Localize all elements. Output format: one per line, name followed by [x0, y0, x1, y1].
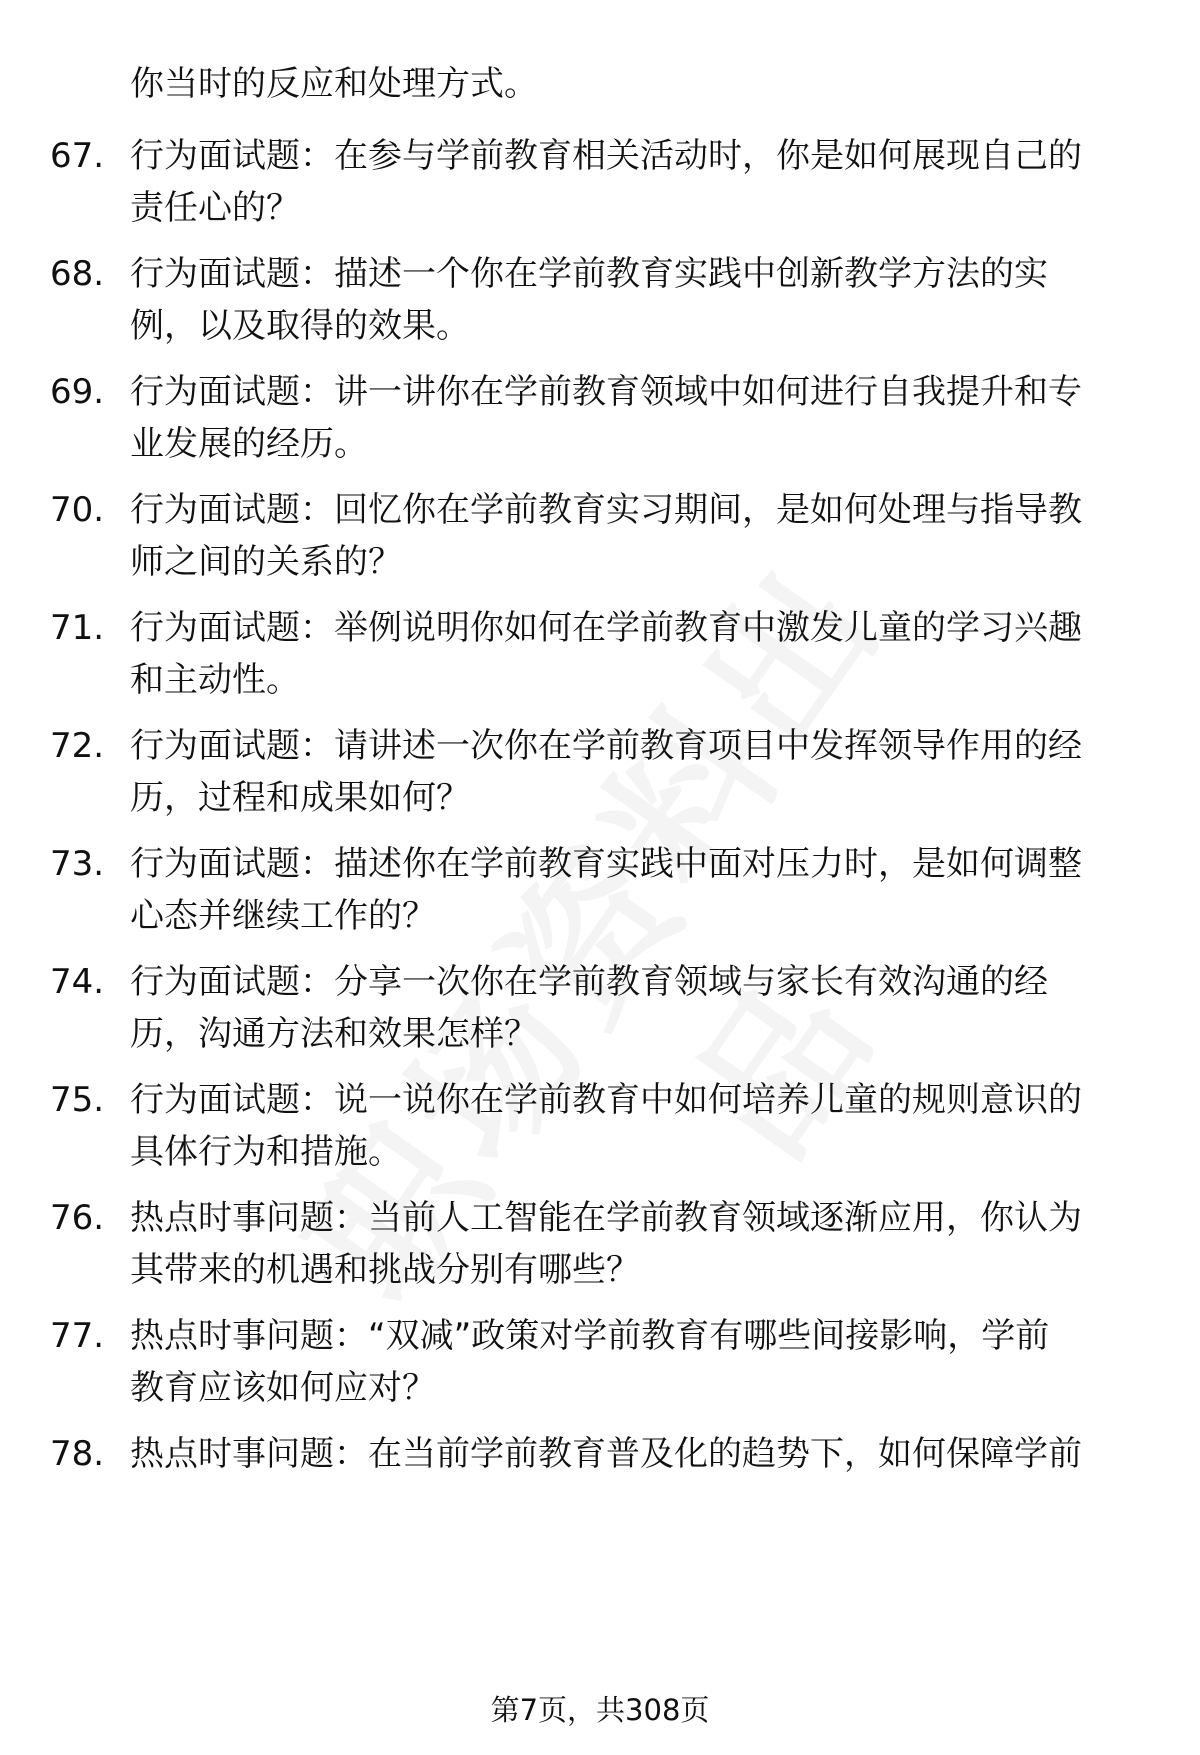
- continuation-text: 你当时的反应和处理方式。: [130, 64, 538, 104]
- item-number: 72.: [50, 726, 105, 766]
- item-number: 70.: [50, 490, 105, 530]
- item-text: 行为面试题：描述你在学前教育实践中面对压力时，是如何调整 心态并继续工作的？: [130, 844, 1082, 936]
- page-footer: 第7页，共308页: [490, 1693, 710, 1727]
- item-number: 75.: [50, 1080, 105, 1120]
- item-number: 69.: [50, 372, 105, 412]
- item-text: 行为面试题：分享一次你在学前教育领域与家长有效沟通的经 历，沟通方法和效果怎样？: [130, 962, 1048, 1054]
- item-text: 行为面试题：举例说明你如何在学前教育中激发儿童的学习兴趣 和主动性。: [130, 608, 1082, 700]
- item-text: 行为面试题：在参与学前教育相关活动时，你是如何展现自己的 责任心的？: [130, 136, 1082, 228]
- item-number: 76.: [50, 1198, 105, 1238]
- item-text: 行为面试题：讲一讲你在学前教育领域中如何进行自我提升和专 业发展的经历。: [130, 372, 1082, 464]
- item-number: 78.: [50, 1434, 105, 1474]
- item-text: 行为面试题：说一说你在学前教育中如何培养儿童的规则意识的 具体行为和措施。: [130, 1080, 1082, 1172]
- item-text: 热点时事问题：在当前学前教育普及化的趋势下，如何保障学前: [130, 1434, 1082, 1474]
- item-number: 73.: [50, 844, 105, 884]
- item-number: 68.: [50, 254, 105, 294]
- item-text: 热点时事问题：当前人工智能在学前教育领域逐渐应用，你认为 其带来的机遇和挑战分别有哪些？: [130, 1198, 1082, 1290]
- item-number: 67.: [50, 136, 105, 176]
- item-text: 行为面试题：请讲述一次你在学前教育项目中发挥领导作用的经 历，过程和成果如何？: [130, 726, 1082, 818]
- item-number: 77.: [50, 1316, 105, 1356]
- item-number: 71.: [50, 608, 105, 648]
- item-text: 热点时事问题：“双减”政策对学前教育有哪些间接影响，学前 教育应该如何应对？: [130, 1316, 1050, 1408]
- item-number: 74.: [50, 962, 105, 1002]
- item-text: 行为面试题：描述一个你在学前教育实践中创新教学方法的实 例，以及取得的效果。: [130, 254, 1048, 346]
- item-text: 行为面试题：回忆你在学前教育实习期间，是如何处理与指导教 师之间的关系的？: [130, 490, 1082, 582]
